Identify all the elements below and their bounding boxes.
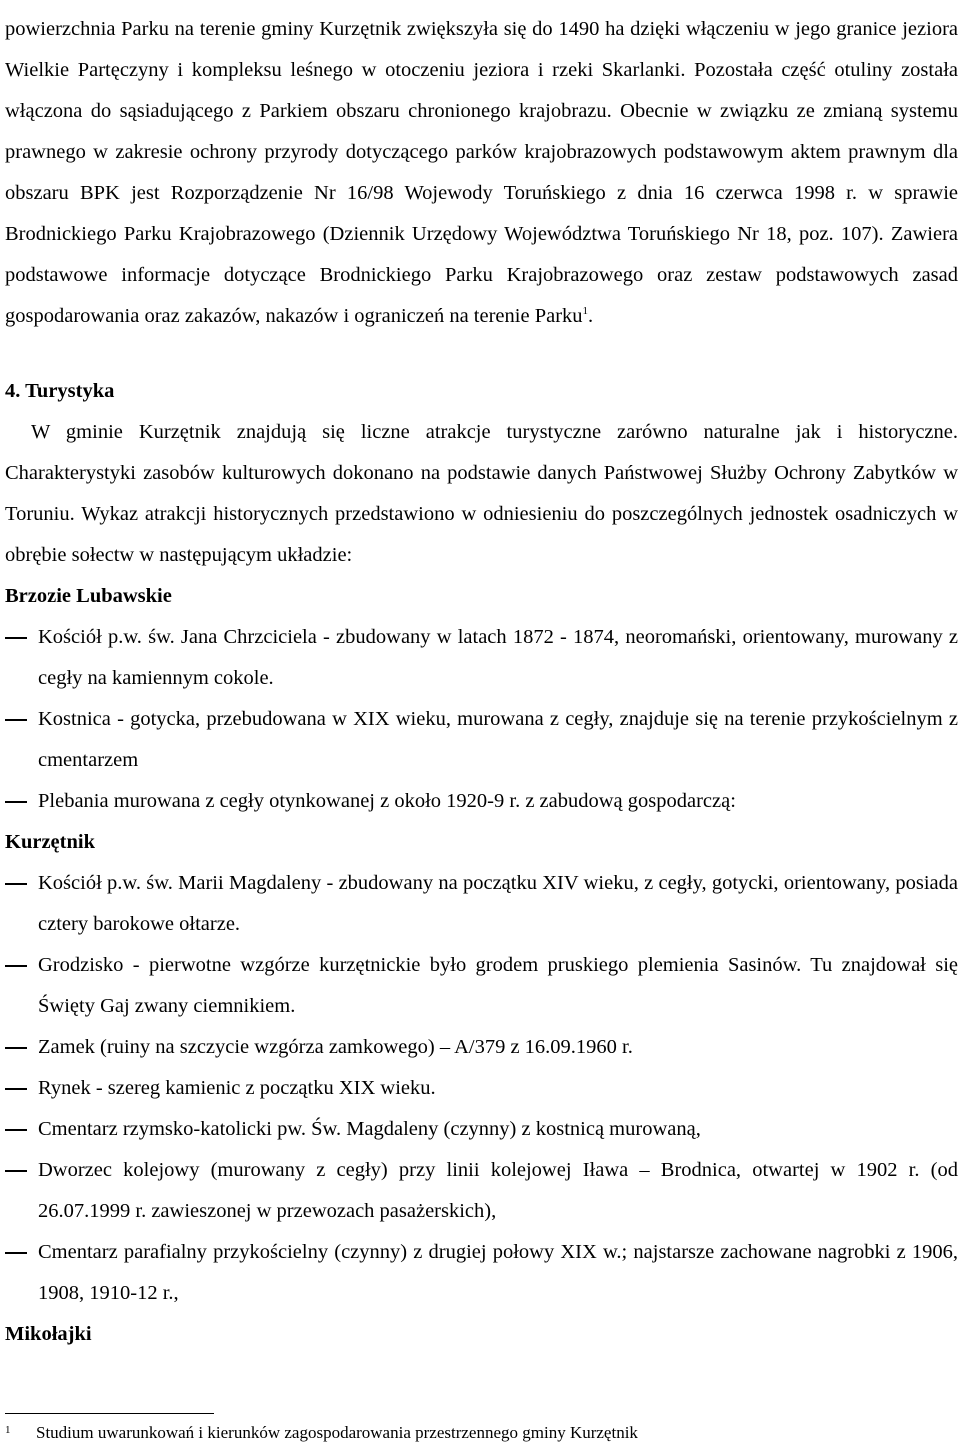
list-item (5, 1027, 958, 1068)
dash-bullet-icon (5, 801, 27, 803)
list-item (5, 945, 958, 1027)
section-heading: 4. Turystyka (5, 380, 115, 402)
dash-bullet-icon (5, 965, 27, 967)
footnote-number: 1 (5, 1424, 11, 1436)
attraction-list (5, 863, 958, 1314)
list-item (5, 863, 958, 945)
intro-paragraph: powierzchnia Parku na terenie gminy Kurzętnik zwiększyła się do 1490 ha dzięki włączeniu w jego granice jeziora Wielkie Partęczyny i kompleksu leśnego w otoczeniu jeziora i rzeki Skarlanki. Pozostała część otuliny została włączona do sąsiadującego z Parkiem obszaru chronionego krajobrazu. Obecnie w związku ze zmianą systemu prawnego w zakresie ochrony przyrody dotyczącego parków krajobrazowych podstawowym aktem prawnym dla obszaru BPK jest Rozporządzenie Nr 16/98 Wojewody Toruńskiego z dnia 16 czerwca 1998 r. w sprawie Brodnickiego Parku Krajobrazowego (Dziennik Urzędowy Województwa Toruńskiego Nr 18, poz. 107). Zawiera podstawowe informacje dotyczące Brodnickiego Parku Krajobrazowego oraz zestaw podstawowych zasad gospodarowania oraz zakazów, nakazów i ograniczeń na terenie Parku$^1$. (5, 18, 958, 327)
list-item (5, 1232, 958, 1314)
footnote-divider (5, 1413, 214, 1414)
place-heading: Mikołajki (5, 1323, 92, 1345)
places-list (5, 576, 958, 1355)
list-item (5, 1150, 958, 1232)
list-item (5, 781, 958, 822)
list-item-text: Kostnica - gotycka, przebudowana w XIX wieku, murowana z cegły, znajduje się na terenie przykościelnym z cmentarzem (38, 708, 958, 771)
list-item-text: Dworzec kolejowy (murowany z cegły) przy linii kolejowej Iława – Brodnica, otwartej w 1902 r. (od 26.07.1999 r. zawieszonej w przewozach pasażerskich), (38, 1159, 958, 1222)
footnote-text: Studium uwarunkowań i kierunków zagospodarowania przestrzennego gminy Kurzętnik (36, 1423, 638, 1442)
list-item-text: Zamek (ruiny na szczycie wzgórza zamkowego) – A/379 z 16.09.1960 r. (38, 1036, 633, 1058)
attraction-list (5, 617, 958, 822)
dash-bullet-icon (5, 1252, 27, 1254)
list-item (5, 699, 958, 781)
document-page (5, 0, 958, 1355)
footnote-reference[interactable]: 1 (582, 305, 589, 318)
dash-bullet-icon (5, 637, 27, 639)
list-item (5, 617, 958, 699)
dash-bullet-icon (5, 1170, 27, 1172)
section-paragraph: W gminie Kurzętnik znajdują się liczne atrakcje turystyczne zarówno naturalne jak i historyczne. Charakterystyki zasobów kulturowych dokonano na podstawie danych Państwowej Służby Ochrony Zabytków w Toruniu. Wykaz atrakcji historycznych przedstawiono w odniesieniu do poszczególnych jednostek osadniczych w obrębie sołectw w następującym układzie: (5, 421, 958, 566)
list-item-text: Rynek - szereg kamienic z początku XIX wieku. (38, 1077, 436, 1099)
dash-bullet-icon (5, 719, 27, 721)
list-item-text: Kościół p.w. św. Marii Magdaleny - zbudowany na początku XIV wieku, z cegły, gotycki, orientowany, posiada cztery barokowe ołtarze. (38, 872, 958, 935)
dash-bullet-icon (5, 1129, 27, 1131)
dash-bullet-icon (5, 883, 27, 885)
dash-bullet-icon (5, 1047, 27, 1049)
list-item (5, 1068, 958, 1109)
list-item-text: Cmentarz parafialny przykościelny (czynny) z drugiej połowy XIX w.; najstarsze zachowane nagrobki z 1906, 1908, 1910-12 r., (38, 1241, 958, 1304)
dash-bullet-icon (5, 1088, 27, 1090)
list-item-text: Cmentarz rzymsko-katolicki pw. Św. Magdaleny (czynny) z kostnicą murowaną, (38, 1118, 701, 1140)
place-heading: Kurzętnik (5, 831, 95, 853)
list-item (5, 1109, 958, 1150)
list-item-text: Grodzisko - pierwotne wzgórze kurzętnickie było grodem pruskiego plemienia Sasinów. Tu znajdował się Święty Gaj zwany ciemnikiem. (38, 954, 958, 1017)
list-item-text: Kościół p.w. św. Jana Chrzciciela - zbudowany w latach 1872 - 1874, neoromański, orientowany, murowany z cegły na kamiennym cokole. (38, 626, 958, 689)
footnote (5, 1419, 955, 1444)
place-heading: Brzozie Lubawskie (5, 585, 172, 607)
list-item-text: Plebania murowana z cegły otynkowanej z około 1920-9 r. z zabudową gospodarczą: (38, 790, 736, 812)
